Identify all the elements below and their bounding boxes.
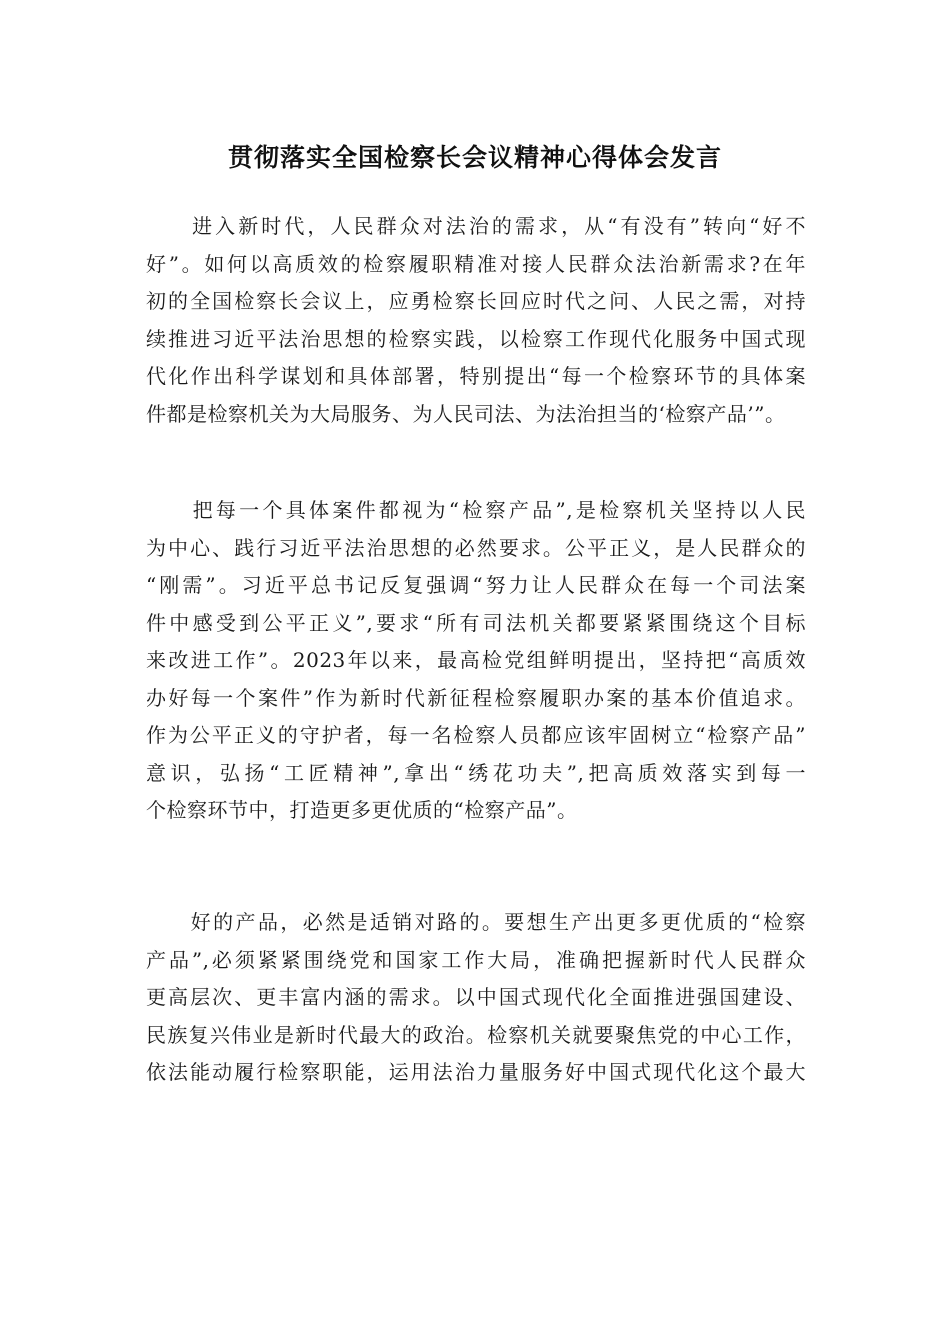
- paragraph-1: [146, 208, 806, 433]
- paragraph-line: 初的全国检察长会议上，应勇检察长回应时代之问、人民之需，对持: [146, 289, 806, 313]
- paragraph-line: 件都是检察机关为大局服务、为人民司法、为法治担当的‘检察产品’”。: [146, 401, 786, 426]
- paragraph-line: 把每一个具体案件都视为“检察产品”,是检察机关坚持以人民: [146, 498, 806, 522]
- paragraph-line: 来改进工作”。2023年以来，最高检党组鲜明提出，坚持把“高质效: [146, 648, 806, 672]
- paragraph-3: [146, 904, 806, 1092]
- document-title: 贯彻落实全国检察长会议精神心得体会发言: [227, 143, 722, 172]
- paragraph-line: 作为公平正义的守护者，每一名检察人员都应该牢固树立“检察产品”: [146, 723, 806, 747]
- paragraph-line: 个检察环节中，打造更多更优质的“检察产品”。: [146, 798, 578, 822]
- paragraph-line: 意识，弘扬“工匠精神”,拿出“绣花功夫”,把高质效落实到每一: [146, 760, 806, 785]
- paragraph-line: 代化作出科学谋划和具体部署，特别提出“每一个检察环节的具体案: [146, 364, 806, 388]
- paragraph-line: 办好每一个案件”作为新时代新征程检察履职办案的基本价值追求。: [146, 685, 806, 710]
- paragraph-line: 续推进习近平法治思想的检察实践，以检察工作现代化服务中国式现: [146, 326, 806, 351]
- paragraph-line: 好”。如何以高质效的检察履职精准对接人民群众法治新需求?在年: [146, 251, 806, 276]
- paragraph-line: 件中感受到公平正义”,要求“所有司法机关都要紧紧围绕这个目标: [146, 610, 806, 635]
- paragraph-line: 进入新时代，人民群众对法治的需求，从“有没有”转向“好不: [146, 214, 806, 238]
- paragraph-line: 更高层次、更丰富内涵的需求。以中国式现代化全面推进强国建设、: [146, 985, 806, 1009]
- paragraph-line: 好的产品，必然是适销对路的。要想生产出更多更优质的“检察: [146, 910, 806, 934]
- paragraph-line: “刚需”。习近平总书记反复强调“努力让人民群众在每一个司法案: [146, 573, 806, 597]
- paragraph-line: 为中心、践行习近平法治思想的必然要求。公平正义，是人民群众的: [146, 535, 806, 560]
- paragraph-line: 民族复兴伟业是新时代最大的政治。检察机关就要聚焦党的中心工作，: [146, 1022, 806, 1047]
- paragraph-line: 产品”,必须紧紧围绕党和国家工作大局，准确把握新时代人民群众: [146, 947, 806, 972]
- paragraph-line: 依法能动履行检察职能，运用法治力量服务好中国式现代化这个最大: [146, 1060, 806, 1084]
- paragraph-2: [146, 492, 806, 830]
